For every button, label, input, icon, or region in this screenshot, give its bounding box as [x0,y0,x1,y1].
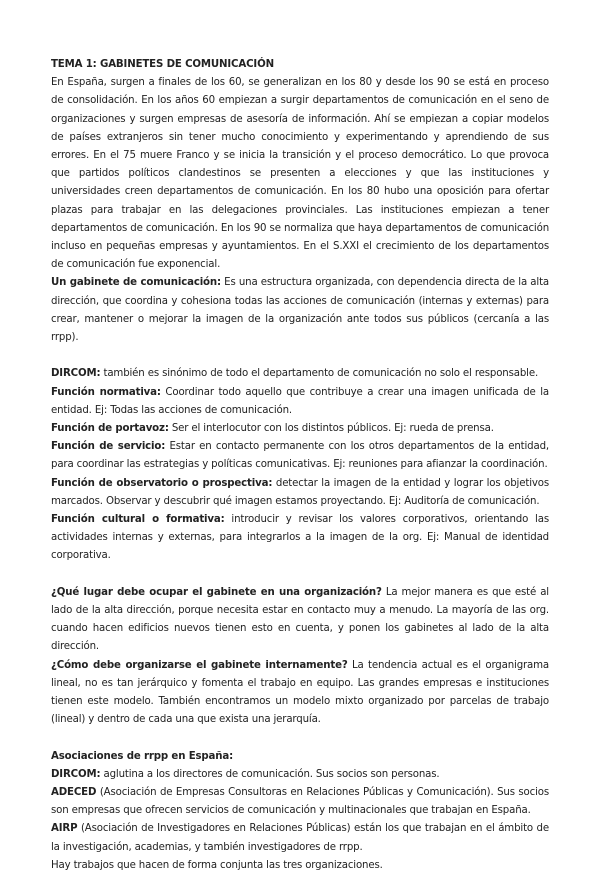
funcion-portavoz [51,420,549,438]
asociacion-term: ADECED [51,787,97,799]
asociacion-term: AIRP [51,823,78,835]
intro-paragraph: En España, surgen a finales de los 60, se generalizan en los 80 y desde los 90 se está en proceso de consolidación. En los años 60 empiezan a surgir departamentos de comunicación en el seno de organizaciones y surgen empresas de asesoría de información. Ahí se empiezan a copiar modelos de países extranjeros sin tener mucho conocimiento y experimentando y aprendiendo de sus errores. En el 75 muere Franco y se inicia la transición y el proceso democrático. Lo que provoca que partidos políticos clandestinos se presenten a elecciones y que las instituciones y universidades creen departamentos de comunicación. En los 80 hubo una oposición para ofertar plazas para trabajar en las delegaciones provinciales. Las instituciones empiezan a tener departamentos de comunicación. En los 90 se normaliza que haya departamentos de comunicación incluso en pequeñas empresas y ayuntamientos. En el S.XXI el crecimiento de los departamentos de comunicación fue exponencial. [51,77,549,271]
funcion-term: Función de observatorio o prospectiva: [51,477,273,489]
funcion-term: Función de portavoz: [51,423,169,435]
asociaciones-heading: Asociaciones de rrpp en España: [51,750,234,762]
asociacion-text: (Asociación de Empresas Consultoras en Relaciones Públicas y Comunicación). Sus socios son empresas que ofrecen servicios de comunicación y multinacionales que trabajan en España. [51,787,549,817]
asociacion-airp [51,820,549,856]
gabinete-text: Es una estructura organizada, con dependencia directa de la alta dirección, que coordina y cohesiona todas las acciones de comunicación (internas y externas) para crear, mantener o mejorar la imagen de la organización ante todos sus públicos (cercanía a las rrpp). [51,277,550,344]
funcion-term: Función normativa: [51,386,161,398]
dircom-term: DIRCOM: [51,368,101,380]
document-title: TEMA 1: GABINETES DE COMUNICACIÓN [51,59,274,70]
funcion-term: Función cultural o formativa: [51,514,225,526]
lugar-paragraph [51,584,549,657]
asociaciones-closing: Hay trabajos que hacen de forma conjunta las tres organizaciones. [51,859,383,871]
asociacion-text: (Asociación de Investigadores en Relaciones Públicas) están los que trabajan en el ámbito de la investigación, academias, y también investigadores de rrpp. [51,823,549,853]
funcion-text: Estar en contacto permanente con los otros departamentos de la entidad, para coordinar las estrategias y políticas comunicativas. Ej: reuniones para afianzar la coordinación. [51,441,549,471]
funcion-term: Función de servicio: [51,441,166,453]
lugar-text: La mejor manera es que esté al lado de la alta dirección, porque necesita estar en contacto muy a menudo. La mayoría de las org. cuando hacen edificios nuevos tienen esto en cuenta, y ponen los gabinetes al lado de la alta dirección. [51,586,549,653]
dircom-text: también es sinónimo de todo el departamento de comunicación no solo el responsable. [100,368,539,380]
organizarse-paragraph [51,657,549,730]
spacer [51,566,549,584]
asociacion-dircom [51,766,549,784]
lugar-question: ¿Qué lugar debe ocupar el gabinete en una organización? [51,586,382,598]
asociacion-term: DIRCOM: [51,768,101,780]
gabinete-definition [51,274,549,347]
funcion-cultural [51,511,549,566]
funcion-text: Ser el interlocutor con los distintos públicos. Ej: rueda de prensa. [168,423,494,435]
organizarse-text: La tendencia actual es el organigrama lineal, no es tan jerárquico y fomenta el trabajo en equipo. Las grandes empresas e instituciones tienen este modelo. También encontramos un modelo mixto organizado por parcelas de trabajo (lineal) y dentro de cada una que exista una jerarquía. [51,659,550,726]
asociacion-adeced [51,784,549,820]
funcion-text: introducir y revisar los valores corporativos, orientando las actividades internas y externas, para integrarlos a la imagen de la org. Ej: Manual de identidad corporativa. [51,514,549,562]
asociacion-text: aglutina a los directores de comunicación. Sus socios son personas. [100,768,440,780]
funcion-text: detectar la imagen de la entidad y lograr los objetivos marcados. Observar y descubrir qué imagen estamos proyectando. Ej: Auditoría de comunicación. [51,477,549,507]
spacer [51,347,549,365]
funcion-normativa [51,384,549,420]
dircom-definition [51,365,549,383]
funcion-observatorio [51,475,549,511]
funcion-text: Coordinar todo aquello que contribuye a crear una imagen unificada de la entidad. Ej: Todas las acciones de comunicación. [51,386,549,416]
gabinete-term: Un gabinete de comunicación: [51,277,221,289]
spacer [51,729,549,747]
organizarse-question: ¿Cómo debe organizarse el gabinete internamente? [51,659,348,671]
funcion-servicio [51,438,549,474]
